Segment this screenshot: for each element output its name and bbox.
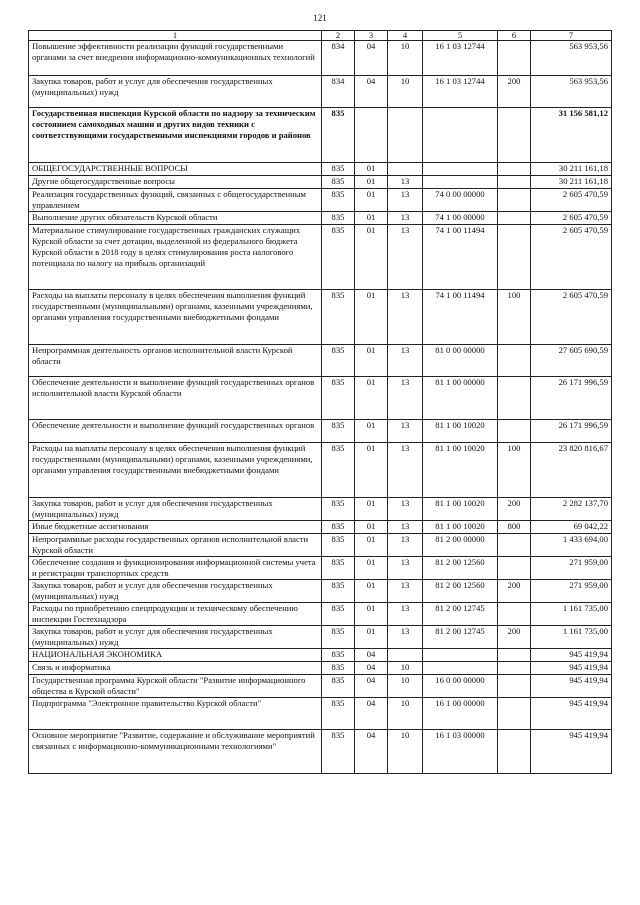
row-section: 01 (355, 498, 388, 521)
row-expense-type (498, 189, 531, 212)
table-row (29, 534, 612, 557)
table-row (29, 41, 612, 76)
row-target-article: 81 2 00 12560 (423, 580, 498, 603)
row-target-article: 74 1 00 00000 (423, 212, 498, 225)
table-row (29, 345, 612, 377)
row-name: Государственная инспекция Курской области по надзору за техническим состоянием самоходных машин и других видов техники с соответствующими государственными инспекциями городов и районов (29, 108, 322, 163)
row-admin-code: 835 (322, 521, 355, 534)
row-amount: 31 156 581,12 (531, 108, 612, 163)
row-expense-type (498, 212, 531, 225)
row-expense-type: 200 (498, 626, 531, 649)
table-row (29, 108, 612, 163)
row-admin-code: 835 (322, 730, 355, 774)
row-amount: 30 211 161,18 (531, 176, 612, 189)
row-subsection: 13 (388, 290, 423, 345)
row-subsection: 10 (388, 662, 423, 675)
row-name: Закупка товаров, работ и услуг для обеспечения государственных (муниципальных) нужд (29, 580, 322, 603)
row-expense-type: 800 (498, 521, 531, 534)
table-row (29, 498, 612, 521)
table-row (29, 521, 612, 534)
table-row (29, 698, 612, 730)
table-row (29, 290, 612, 345)
table-row (29, 675, 612, 698)
row-admin-code: 834 (322, 76, 355, 108)
row-name: Непрограммная деятельность органов исполнительной власти Курской области (29, 345, 322, 377)
row-target-article: 81 2 00 00000 (423, 534, 498, 557)
row-name: Повышение эффективности реализации функций государственными органами за счет внедрения информационно-коммуникационных технологий (29, 41, 322, 76)
row-admin-code: 835 (322, 662, 355, 675)
row-expense-type (498, 534, 531, 557)
row-amount: 2 605 470,59 (531, 212, 612, 225)
row-subsection: 13 (388, 580, 423, 603)
column-header: 4 (388, 31, 423, 41)
row-section: 04 (355, 649, 388, 662)
row-section: 01 (355, 443, 388, 498)
row-subsection: 13 (388, 534, 423, 557)
row-section: 01 (355, 176, 388, 189)
row-name: Реализация государственных функций, связанных с общегосударственным управлением (29, 189, 322, 212)
row-admin-code: 835 (322, 290, 355, 345)
row-target-article (423, 163, 498, 176)
row-admin-code: 835 (322, 649, 355, 662)
row-subsection: 10 (388, 41, 423, 76)
row-section (355, 108, 388, 163)
row-expense-type: 200 (498, 76, 531, 108)
row-admin-code: 834 (322, 41, 355, 76)
row-name: Расходы по приобретению спецпродукции и техническому обеспечению инспекции Гостехнадзора (29, 603, 322, 626)
row-target-article: 16 1 03 00000 (423, 730, 498, 774)
row-admin-code: 835 (322, 189, 355, 212)
row-subsection: 13 (388, 420, 423, 443)
row-target-article: 81 0 00 00000 (423, 345, 498, 377)
row-section: 04 (355, 730, 388, 774)
row-expense-type: 200 (498, 498, 531, 521)
row-expense-type (498, 730, 531, 774)
table-row (29, 176, 612, 189)
row-expense-type (498, 176, 531, 189)
row-expense-type (498, 41, 531, 76)
row-section: 04 (355, 698, 388, 730)
row-amount: 26 171 996,59 (531, 377, 612, 420)
row-section: 04 (355, 662, 388, 675)
table-row (29, 163, 612, 176)
row-subsection: 10 (388, 675, 423, 698)
row-target-article: 16 1 03 12744 (423, 41, 498, 76)
row-admin-code: 835 (322, 212, 355, 225)
table-row (29, 189, 612, 212)
row-target-article (423, 176, 498, 189)
row-amount: 271 959,00 (531, 580, 612, 603)
row-section: 01 (355, 212, 388, 225)
row-amount: 945 419,94 (531, 730, 612, 774)
row-subsection: 10 (388, 730, 423, 774)
budget-table (28, 30, 612, 774)
row-admin-code: 835 (322, 603, 355, 626)
row-section: 01 (355, 603, 388, 626)
row-admin-code: 835 (322, 443, 355, 498)
row-subsection: 13 (388, 603, 423, 626)
row-name: Обеспечение деятельности и выполнение функций государственных органов (29, 420, 322, 443)
row-expense-type (498, 698, 531, 730)
row-subsection: 13 (388, 176, 423, 189)
row-target-article: 74 1 00 11494 (423, 290, 498, 345)
row-section: 04 (355, 675, 388, 698)
table-row (29, 730, 612, 774)
column-header: 5 (423, 31, 498, 41)
row-amount: 2 605 470,59 (531, 290, 612, 345)
row-expense-type (498, 377, 531, 420)
row-name: НАЦИОНАЛЬНАЯ ЭКОНОМИКА (29, 649, 322, 662)
row-subsection: 13 (388, 443, 423, 498)
row-admin-code: 835 (322, 377, 355, 420)
row-expense-type (498, 557, 531, 580)
row-expense-type (498, 675, 531, 698)
row-admin-code: 835 (322, 675, 355, 698)
row-amount: 26 171 996,59 (531, 420, 612, 443)
row-section: 01 (355, 189, 388, 212)
row-expense-type (498, 649, 531, 662)
row-subsection (388, 108, 423, 163)
row-expense-type: 200 (498, 580, 531, 603)
row-amount: 2 605 470,59 (531, 189, 612, 212)
row-target-article: 16 1 00 00000 (423, 698, 498, 730)
row-name: Основное мероприятие "Развитие, содержание и обслуживание мероприятий связанных с информационно-коммуникационными технологиями" (29, 730, 322, 774)
table-row (29, 212, 612, 225)
row-admin-code: 835 (322, 420, 355, 443)
row-admin-code: 835 (322, 163, 355, 176)
row-name: Закупка товаров, работ и услуг для обеспечения государственных (муниципальных) нужд (29, 626, 322, 649)
row-amount: 945 419,94 (531, 662, 612, 675)
table-row (29, 76, 612, 108)
row-amount: 563 953,56 (531, 76, 612, 108)
row-section: 01 (355, 377, 388, 420)
row-expense-type (498, 345, 531, 377)
row-target-article (423, 662, 498, 675)
row-admin-code: 835 (322, 626, 355, 649)
row-name: ОБЩЕГОСУДАРСТВЕННЫЕ ВОПРОСЫ (29, 163, 322, 176)
row-admin-code: 835 (322, 534, 355, 557)
table-row (29, 580, 612, 603)
column-header: 6 (498, 31, 531, 41)
row-target-article: 16 1 03 12744 (423, 76, 498, 108)
row-amount: 2 605 470,59 (531, 225, 612, 290)
column-header: 3 (355, 31, 388, 41)
row-name: Непрограммные расходы государственных органов исполнительной власти Курской области (29, 534, 322, 557)
row-name: Обеспечение деятельности и выполнение функций государственных органов исполнительной власти Курской области (29, 377, 322, 420)
row-subsection: 13 (388, 225, 423, 290)
row-section: 01 (355, 225, 388, 290)
row-subsection: 13 (388, 557, 423, 580)
row-section: 01 (355, 163, 388, 176)
row-target-article: 81 1 00 10020 (423, 443, 498, 498)
row-admin-code: 835 (322, 176, 355, 189)
row-expense-type (498, 662, 531, 675)
row-subsection: 13 (388, 377, 423, 420)
row-target-article: 81 1 00 10020 (423, 521, 498, 534)
row-section: 01 (355, 534, 388, 557)
row-expense-type (498, 420, 531, 443)
row-expense-type (498, 108, 531, 163)
row-target-article (423, 108, 498, 163)
row-amount: 945 419,94 (531, 698, 612, 730)
table-row (29, 649, 612, 662)
row-amount: 945 419,94 (531, 649, 612, 662)
row-subsection: 10 (388, 76, 423, 108)
table-row (29, 225, 612, 290)
row-subsection: 13 (388, 626, 423, 649)
row-expense-type: 100 (498, 290, 531, 345)
row-section: 01 (355, 521, 388, 534)
row-subsection: 13 (388, 189, 423, 212)
row-section: 01 (355, 420, 388, 443)
table-row (29, 626, 612, 649)
table-row (29, 662, 612, 675)
row-section: 04 (355, 76, 388, 108)
row-name: Другие общегосударственные вопросы (29, 176, 322, 189)
row-subsection (388, 649, 423, 662)
table-row (29, 443, 612, 498)
row-target-article (423, 649, 498, 662)
row-amount: 945 419,94 (531, 675, 612, 698)
row-admin-code: 835 (322, 580, 355, 603)
table-row (29, 557, 612, 580)
row-subsection (388, 163, 423, 176)
row-target-article: 81 2 00 12745 (423, 603, 498, 626)
row-name: Расходы на выплаты персоналу в целях обеспечения выполнения функций государственными (муниципальными) органами, казенными учреждениями, органами управления государственными внебюджетными фондами (29, 290, 322, 345)
row-target-article: 74 1 00 11494 (423, 225, 498, 290)
row-expense-type (498, 163, 531, 176)
row-subsection: 13 (388, 345, 423, 377)
row-target-article: 81 1 00 10020 (423, 498, 498, 521)
row-admin-code: 835 (322, 698, 355, 730)
row-amount: 2 282 137,70 (531, 498, 612, 521)
row-target-article: 81 2 00 12560 (423, 557, 498, 580)
row-amount: 1 161 735,00 (531, 626, 612, 649)
row-target-article: 81 2 00 12745 (423, 626, 498, 649)
row-expense-type (498, 225, 531, 290)
row-target-article: 16 0 00 00000 (423, 675, 498, 698)
row-subsection: 10 (388, 698, 423, 730)
row-amount: 27 605 690,59 (531, 345, 612, 377)
row-expense-type: 100 (498, 443, 531, 498)
row-amount: 1 161 735,00 (531, 603, 612, 626)
row-expense-type (498, 603, 531, 626)
row-section: 01 (355, 290, 388, 345)
row-name: Подпрограмма "Электронное правительство Курской области" (29, 698, 322, 730)
row-amount: 271 959,00 (531, 557, 612, 580)
row-section: 01 (355, 557, 388, 580)
row-amount: 1 433 694,00 (531, 534, 612, 557)
row-name: Материальное стимулирование государственных гражданских служащих Курской области за счет дотации, выделенной из федерального бюджета Курской области в 2018 году в целях стимулирования роста налогового потенциала по налогу на прибыль организаций (29, 225, 322, 290)
row-subsection: 13 (388, 212, 423, 225)
column-header: 2 (322, 31, 355, 41)
row-name: Закупка товаров, работ и услуг для обеспечения государственных (муниципальных) нужд (29, 76, 322, 108)
row-amount: 563 953,56 (531, 41, 612, 76)
row-target-article: 81 1 00 00000 (423, 377, 498, 420)
row-amount: 69 042,22 (531, 521, 612, 534)
table-row (29, 420, 612, 443)
table-header-row (29, 31, 612, 41)
table-row (29, 377, 612, 420)
table-row (29, 603, 612, 626)
row-admin-code: 835 (322, 108, 355, 163)
row-amount: 23 820 816,67 (531, 443, 612, 498)
row-admin-code: 835 (322, 498, 355, 521)
column-header: 7 (531, 31, 612, 41)
row-name: Закупка товаров, работ и услуг для обеспечения государственных (муниципальных) нужд (29, 498, 322, 521)
row-section: 04 (355, 41, 388, 76)
row-admin-code: 835 (322, 557, 355, 580)
row-target-article: 74 0 00 00000 (423, 189, 498, 212)
row-admin-code: 835 (322, 345, 355, 377)
row-name: Связь и информатика (29, 662, 322, 675)
row-target-article: 81 1 00 10020 (423, 420, 498, 443)
row-name: Государственная программа Курской области "Развитие информационного общества в Курской области" (29, 675, 322, 698)
row-section: 01 (355, 345, 388, 377)
page-number: 121 (313, 13, 327, 23)
row-name: Выполнение других обязательств Курской области (29, 212, 322, 225)
row-admin-code: 835 (322, 225, 355, 290)
row-subsection: 13 (388, 498, 423, 521)
column-header: 1 (29, 31, 322, 41)
row-section: 01 (355, 626, 388, 649)
row-section: 01 (355, 580, 388, 603)
row-name: Иные бюджетные ассигнования (29, 521, 322, 534)
row-name: Расходы на выплаты персоналу в целях обеспечения выполнения функций государственными (муниципальными) органами, казенными учреждениями, органами управления государственными внебюджетными фондами (29, 443, 322, 498)
row-subsection: 13 (388, 521, 423, 534)
row-name: Обеспечение создания и функционирования информационной системы учета и регистрации транспортных средств (29, 557, 322, 580)
row-amount: 30 211 161,18 (531, 163, 612, 176)
